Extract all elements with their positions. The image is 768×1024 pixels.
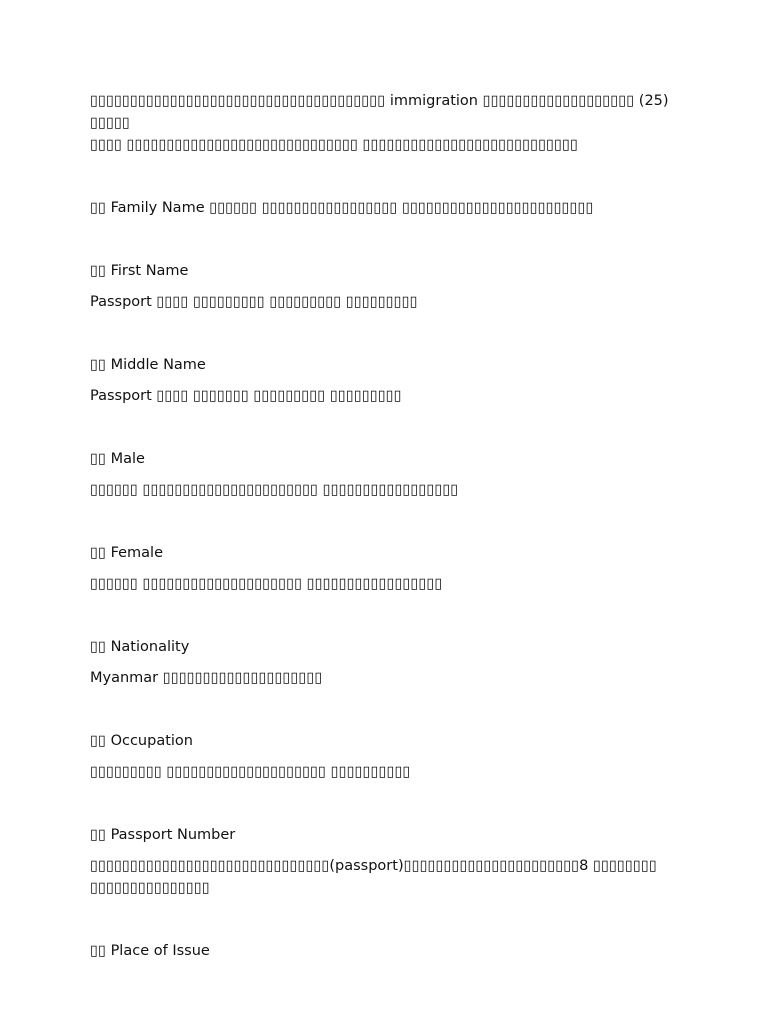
- field-description: Passport ▯▯▯▯ ▯▯▯▯▯▯▯ ▯▯▯▯▯▯▯▯▯ ▯▯▯▯▯▯▯▯▯: [90, 388, 402, 404]
- field-middle-name: [90, 354, 680, 407]
- intro-line-1: ▯▯▯▯▯▯▯▯▯▯▯▯▯▯▯▯▯▯▯▯▯▯▯▯▯▯▯▯▯▯▯▯▯▯▯▯▯ immigration ▯▯▯▯▯▯▯▯▯▯▯▯▯▯▯▯▯▯▯ (25) ▯▯▯▯▯: [90, 93, 674, 131]
- field-description: ▯▯▯▯▯▯ ▯▯▯▯▯▯▯▯▯▯▯▯▯▯▯▯▯▯▯▯▯▯ ▯▯▯▯▯▯▯▯▯▯▯▯▯▯▯▯▯: [90, 482, 459, 498]
- field-heading: ▯▯ Passport Number: [90, 827, 236, 843]
- field-heading: ▯▯ Occupation: [90, 733, 193, 749]
- document-page: [90, 90, 680, 1003]
- field-heading: ▯▯ Nationality: [90, 639, 190, 655]
- field-female: [90, 542, 680, 595]
- field-occupation: [90, 730, 680, 783]
- field-description: Passport ▯▯▯▯ ▯▯▯▯▯▯▯▯▯ ▯▯▯▯▯▯▯▯▯ ▯▯▯▯▯▯▯▯▯: [90, 294, 418, 310]
- field-description: ▯▯▯▯▯▯ ▯▯▯▯▯▯▯▯▯▯▯▯▯▯▯▯▯▯▯▯ ▯▯▯▯▯▯▯▯▯▯▯▯▯▯▯▯▯: [90, 576, 443, 592]
- field-heading: ▯▯ Male: [90, 451, 145, 467]
- field-description: ▯▯▯▯▯▯▯▯▯▯▯▯▯▯▯▯▯▯▯▯▯▯▯▯▯▯▯▯▯▯(passport)▯▯▯▯▯▯▯▯▯▯▯▯▯▯▯▯▯▯▯▯▯▯8 ▯▯▯▯▯▯▯▯ ▯▯▯▯▯▯▯▯▯▯▯▯▯▯▯: [90, 858, 657, 896]
- field-heading: ▯▯ First Name: [90, 263, 189, 279]
- intro-line-2: ▯▯▯▯ ▯▯▯▯▯▯▯▯▯▯▯▯▯▯▯▯▯▯▯▯▯▯▯▯▯▯▯▯▯ ▯▯▯▯▯▯▯▯▯▯▯▯▯▯▯▯▯▯▯▯▯▯▯▯▯▯▯: [90, 137, 578, 153]
- field-heading: ▯▯ Female: [90, 545, 163, 561]
- field-description: Myanmar ▯▯▯▯▯▯▯▯▯▯▯▯▯▯▯▯▯▯▯▯: [90, 670, 323, 686]
- field-heading: ▯▯ Place of Issue: [90, 943, 210, 959]
- field-first-name: [90, 260, 680, 313]
- field-family-name: [90, 197, 680, 219]
- field-passport-number: [90, 824, 680, 899]
- field-place-of-issue: [90, 940, 680, 962]
- field-heading: ▯▯ Family Name ▯▯▯▯▯▯ ▯▯▯▯▯▯▯▯▯▯▯▯▯▯▯▯▯ ▯▯▯▯▯▯▯▯▯▯▯▯▯▯▯▯▯▯▯▯▯▯▯▯: [90, 200, 594, 216]
- field-male: [90, 448, 680, 501]
- field-description: ▯▯▯▯▯▯▯▯▯ ▯▯▯▯▯▯▯▯▯▯▯▯▯▯▯▯▯▯▯▯ ▯▯▯▯▯▯▯▯▯▯: [90, 764, 411, 780]
- field-heading: ▯▯ Middle Name: [90, 357, 206, 373]
- intro-paragraph: [90, 90, 680, 156]
- field-nationality: [90, 636, 680, 689]
